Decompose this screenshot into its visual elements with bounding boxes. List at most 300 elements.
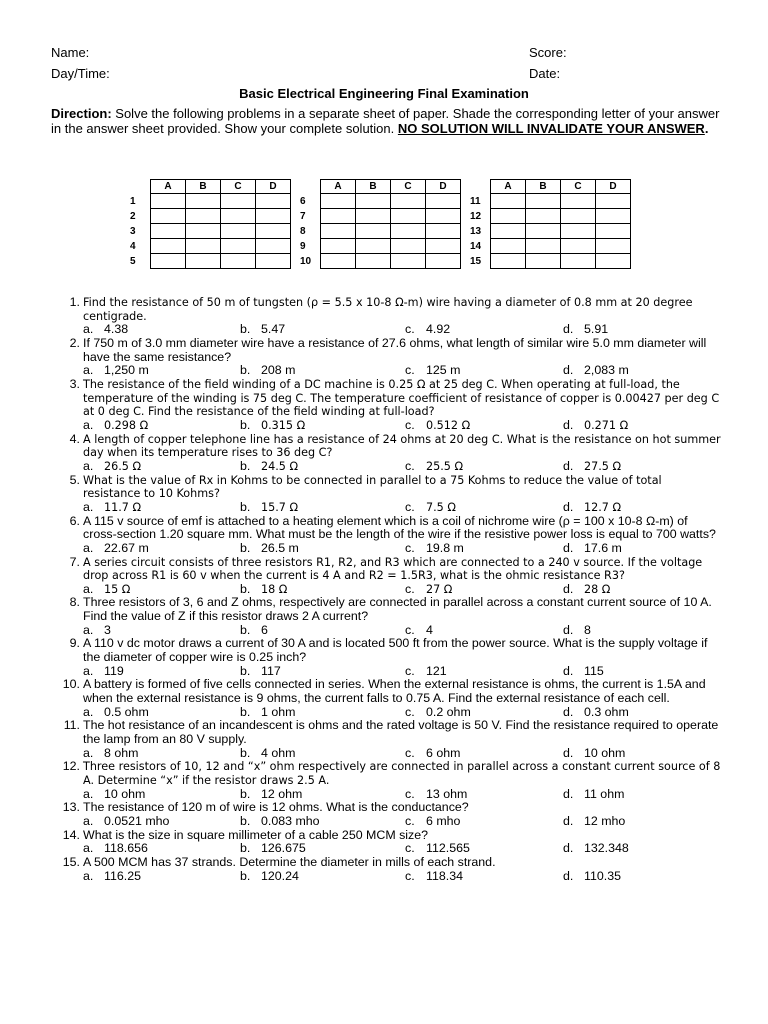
answer-options — [83, 665, 721, 679]
option-c — [405, 747, 460, 761]
answer-bubble-cell[interactable] — [186, 194, 221, 209]
option-value: 4 — [426, 622, 433, 637]
option-letter: a. — [83, 622, 94, 637]
answer-bubble-cell[interactable] — [596, 239, 631, 254]
option-letter: c. — [405, 499, 415, 514]
option-d — [563, 624, 591, 638]
grid-header-letter: B — [356, 180, 391, 194]
option-value: 5.91 — [584, 322, 609, 337]
option-value: 26.5 m — [261, 540, 299, 555]
answer-row-number: 9 — [300, 240, 306, 252]
option-b — [240, 364, 295, 378]
option-d — [563, 788, 624, 802]
option-letter: b. — [240, 322, 251, 337]
grid-header-letter: B — [186, 180, 221, 194]
option-letter: a. — [83, 663, 94, 678]
option-value: 12 mho — [584, 814, 626, 828]
answer-row — [128, 224, 291, 239]
option-value: 0.315 Ω — [261, 418, 306, 432]
answer-options — [83, 870, 721, 884]
option-a — [83, 460, 141, 474]
option-value: 132.348 — [584, 841, 629, 856]
direction-warning: NO SOLUTION WILL INVALIDATE YOUR ANSWER — [397, 121, 705, 136]
answer-bubble-cell[interactable] — [526, 239, 561, 254]
option-value: 4.92 — [426, 322, 451, 337]
answer-bubble-cell[interactable] — [391, 209, 426, 224]
option-c — [405, 624, 433, 638]
answer-bubble-cell[interactable] — [391, 254, 426, 269]
option-d — [563, 815, 625, 829]
option-a — [83, 665, 124, 679]
option-c — [405, 788, 467, 802]
option-a — [83, 706, 149, 720]
option-value: 118.656 — [104, 841, 148, 856]
answer-bubble-cell[interactable] — [356, 209, 391, 224]
option-value: 6 — [261, 622, 268, 637]
option-letter: d. — [563, 417, 574, 432]
answer-bubble-cell[interactable] — [491, 254, 526, 269]
answer-bubble-cell[interactable] — [356, 194, 391, 209]
answer-bubble-cell[interactable] — [221, 209, 256, 224]
answer-bubble-cell[interactable] — [426, 194, 461, 209]
answer-bubble-cell[interactable] — [561, 239, 596, 254]
option-letter: b. — [240, 745, 251, 760]
option-letter: d. — [563, 814, 574, 828]
option-d — [563, 364, 629, 378]
answer-bubble-cell[interactable] — [491, 224, 526, 239]
option-a — [83, 542, 149, 556]
option-value: 0.5 ohm — [104, 704, 149, 719]
question-item — [56, 378, 721, 433]
question-text: What is the size in square millimeter of a cable 250 MCM size? — [83, 827, 429, 842]
question-text: A series circuit consists of three resistors R1, R2, and R3 which are connected to a 240 v source. If the voltage drop across R1 is 60 v when the current is 4 A and R2 = 1.5R3, what is the ohmic resistance R3? — [83, 555, 703, 583]
question-item — [56, 637, 721, 678]
option-b — [240, 842, 306, 856]
question-text: A battery is formed of five cells connected in series. When the external resistance is ohms, the current is 1.5A and when the external resistance is 9 ohms, the current falls to 0.75 A. Find the external resistance of each cell. — [83, 677, 706, 706]
answer-bubble-cell[interactable] — [561, 209, 596, 224]
question-text: The resistance of the field winding of a DC machine is 0.25 Ω at 25 deg C. When operating at full-load, the temperature of the winding is 75 deg C. The temperature coefficient of resistance of copper is 0.00427 per deg C at 0 deg C. Find the resistance of the field winding at full-load? — [83, 377, 720, 419]
option-b — [240, 870, 299, 884]
answer-bubble-cell[interactable] — [151, 224, 186, 239]
question-item — [56, 556, 721, 597]
question-item — [56, 719, 721, 760]
question-number: 8. — [69, 595, 80, 610]
option-letter: a. — [83, 581, 94, 596]
answer-bubble-cell[interactable] — [321, 239, 356, 254]
option-c — [405, 501, 456, 515]
answer-row — [298, 194, 461, 209]
option-value: 11 ohm — [584, 786, 625, 801]
answer-grid-1 — [128, 179, 291, 269]
option-a — [83, 583, 130, 597]
option-b — [240, 624, 268, 638]
option-a — [83, 323, 128, 337]
answer-bubble-cell[interactable] — [526, 209, 561, 224]
question-text: Three resistors of 10, 12 and “x” ohm respectively are connected in parallel across a constant current source of 8 A. Determine “x” if the resistor draws 2.5 A. — [83, 760, 721, 788]
option-letter: a. — [83, 417, 94, 432]
option-b — [240, 747, 295, 761]
option-a — [83, 501, 141, 515]
date-label: Date: — [529, 66, 561, 81]
option-value: 6 mho — [426, 814, 461, 828]
answer-bubble-cell[interactable] — [256, 224, 291, 239]
answer-bubble-cell[interactable] — [391, 194, 426, 209]
answer-row — [298, 209, 461, 224]
option-b — [240, 583, 287, 597]
answer-bubble-cell[interactable] — [426, 239, 461, 254]
option-d — [563, 501, 621, 515]
question-text: A 115 v source of emf is attached to a heating element which is a coil of nichrome wire (ρ = 100 x 10-8 Ω-m) of cross-section 1.20 square mm. What must be the length of the wire if the resistive power loss is equal to 700 watts? — [83, 513, 716, 542]
option-a — [83, 364, 149, 378]
option-letter: a. — [83, 458, 94, 473]
option-d — [563, 842, 629, 856]
option-value: 208 m — [261, 363, 296, 378]
question-item — [56, 760, 721, 801]
option-value: 15.7 Ω — [261, 500, 299, 514]
answer-bubble-cell[interactable] — [596, 254, 631, 269]
option-letter: b. — [240, 704, 251, 719]
grid-header-letter: D — [596, 180, 631, 194]
answer-bubble-cell[interactable] — [391, 239, 426, 254]
grid-header-letter: A — [321, 180, 356, 194]
option-value: 121 — [426, 663, 447, 678]
option-value: 4 ohm — [261, 745, 296, 760]
question-item — [56, 337, 721, 378]
option-letter: d. — [563, 786, 574, 801]
option-value: 24.5 Ω — [261, 459, 299, 473]
option-c — [405, 815, 460, 829]
answer-bubble-cell[interactable] — [221, 224, 256, 239]
option-value: 3 — [104, 622, 111, 637]
answer-bubble-cell[interactable] — [526, 254, 561, 269]
option-value: 0.271 Ω — [584, 418, 629, 432]
answer-bubble-cell[interactable] — [596, 209, 631, 224]
option-letter: d. — [563, 581, 574, 596]
option-value: 1,250 m — [104, 363, 149, 378]
option-letter: c. — [405, 458, 415, 473]
answer-row-number: 13 — [470, 225, 482, 237]
option-value: 1 ohm — [261, 704, 296, 719]
option-letter: b. — [240, 868, 251, 883]
option-letter: a. — [83, 814, 94, 828]
answer-row-number: 5 — [130, 255, 136, 267]
answer-bubble-cell[interactable] — [221, 239, 256, 254]
option-letter: c. — [405, 786, 415, 801]
option-letter: b. — [240, 363, 251, 378]
question-number: 2. — [69, 335, 80, 350]
option-a — [83, 815, 169, 829]
option-letter: b. — [240, 814, 251, 828]
question-number: 15. — [62, 855, 80, 870]
answer-bubble-cell[interactable] — [491, 239, 526, 254]
question-item — [56, 433, 721, 474]
answer-bubble-cell[interactable] — [256, 209, 291, 224]
option-letter: b. — [240, 499, 251, 514]
option-d — [563, 542, 622, 556]
answer-bubble-cell[interactable] — [321, 254, 356, 269]
option-letter: b. — [240, 841, 251, 856]
option-c — [405, 542, 464, 556]
grid-header-letter: D — [426, 180, 461, 194]
answer-row-number: 10 — [300, 255, 312, 267]
option-letter: c. — [405, 417, 415, 432]
option-letter: d. — [563, 622, 574, 637]
answer-row — [128, 254, 291, 269]
option-c — [405, 665, 447, 679]
answer-bubble-cell[interactable] — [256, 194, 291, 209]
option-value: 0.512 Ω — [426, 418, 471, 432]
option-d — [563, 665, 604, 679]
option-letter: b. — [240, 540, 251, 555]
option-value: 0.298 Ω — [104, 418, 149, 432]
option-letter: d. — [563, 363, 574, 378]
answer-bubble-cell[interactable] — [391, 224, 426, 239]
option-value: 12.7 Ω — [584, 500, 622, 514]
option-letter: a. — [83, 786, 94, 801]
answer-row-number: 11 — [470, 195, 481, 207]
answer-bubble-cell[interactable] — [491, 209, 526, 224]
question-number: 14. — [62, 827, 80, 842]
option-letter: b. — [240, 581, 251, 596]
answer-bubble-cell[interactable] — [426, 254, 461, 269]
answer-bubble-cell[interactable] — [151, 209, 186, 224]
option-letter: c. — [405, 363, 415, 378]
direction-text: Solve the following problems in a separate sheet of paper. Shade the corresponding letter of your answer in the answer sheet provided. Show your complete solution. — [51, 106, 720, 136]
option-c — [405, 870, 463, 884]
question-text: Find the resistance of 50 m of tungsten (ρ = 5.5 x 10-8 Ω-m) wire having a diameter of 0.8 mm at 20 degree centigrade. — [83, 296, 693, 323]
name-label: Name: — [51, 45, 90, 60]
option-letter: a. — [83, 841, 94, 856]
answer-options — [83, 419, 721, 433]
grid-header-letter: A — [151, 180, 186, 194]
option-value: 118.34 — [426, 868, 463, 883]
answer-row — [128, 209, 291, 224]
grid-header-letter: A — [491, 180, 526, 194]
option-letter: a. — [83, 499, 94, 514]
answer-bubble-cell[interactable] — [426, 224, 461, 239]
answer-grid-3 — [468, 179, 631, 269]
answer-bubble-cell[interactable] — [426, 209, 461, 224]
option-b — [240, 542, 299, 556]
answer-bubble-cell[interactable] — [596, 224, 631, 239]
option-d — [563, 460, 621, 474]
answer-bubble-cell[interactable] — [321, 194, 356, 209]
question-number: 11. — [63, 718, 80, 733]
daytime-label: Day/Time: — [51, 66, 110, 81]
answer-options — [83, 842, 721, 856]
option-letter: a. — [83, 745, 94, 760]
question-number: 4. — [69, 431, 80, 446]
grid-header-letter: D — [256, 180, 291, 194]
option-value: 15 Ω — [104, 582, 131, 596]
option-b — [240, 706, 295, 720]
option-d — [563, 706, 629, 720]
option-d — [563, 323, 608, 337]
option-value: 19.8 m — [426, 540, 464, 555]
option-letter: c. — [405, 841, 415, 856]
grid-header-letter: C — [391, 180, 426, 194]
answer-row — [298, 254, 461, 269]
answer-row — [298, 224, 461, 239]
question-text: A 110 v dc motor draws a current of 30 A and is located 500 ft from the power source. What is the supply voltage if the diameter of copper wire is 0.25 inch? — [83, 636, 708, 665]
option-value: 13 ohm — [426, 786, 468, 801]
option-value: 2,083 m — [584, 363, 629, 378]
answer-grid-2 — [298, 179, 461, 269]
option-letter: c. — [405, 745, 415, 760]
answer-bubble-cell[interactable] — [526, 224, 561, 239]
option-d — [563, 747, 625, 761]
answer-row — [298, 239, 461, 254]
option-letter: d. — [563, 458, 574, 473]
option-value: 120.24 — [261, 868, 299, 883]
option-letter: c. — [405, 663, 415, 678]
question-text: If 750 m of 3.0 mm diameter wire have a resistance of 27.6 ohms, what length of similar wire 5.0 mm diameter will have the same resistance? — [83, 335, 707, 364]
answer-bubble-cell[interactable] — [321, 224, 356, 239]
option-letter: a. — [83, 540, 94, 555]
score-label: Score: — [529, 45, 567, 60]
answer-bubble-cell[interactable] — [356, 239, 391, 254]
option-c — [405, 842, 470, 856]
question-text: Three resistors of 3, 6 and Z ohms, respectively are connected in parallel across a constant current source of 10 A. Find the value of Z if this resistor draws 2 A current? — [83, 595, 712, 624]
option-a — [83, 624, 111, 638]
option-value: 6 ohm — [426, 745, 461, 760]
answer-bubble-cell[interactable] — [356, 254, 391, 269]
answer-bubble-cell[interactable] — [256, 254, 291, 269]
option-b — [240, 460, 298, 474]
option-d — [563, 583, 610, 597]
option-letter: b. — [240, 663, 251, 678]
option-letter: c. — [405, 814, 415, 828]
answer-bubble-cell[interactable] — [491, 194, 526, 209]
question-item — [56, 678, 721, 719]
direction-end: . — [704, 121, 709, 136]
option-value: 22.67 m — [104, 540, 149, 555]
option-value: 7.5 Ω — [426, 500, 456, 514]
option-letter: d. — [563, 868, 574, 883]
answer-row-number: 8 — [300, 225, 306, 237]
answer-bubble-cell[interactable] — [186, 224, 221, 239]
grid-header-letter: B — [526, 180, 561, 194]
answer-bubble-cell[interactable] — [151, 254, 186, 269]
direction-paragraph — [51, 106, 721, 136]
option-value: 126.675 — [261, 841, 306, 856]
option-a — [83, 419, 148, 433]
answer-bubble-cell[interactable] — [151, 194, 186, 209]
option-b — [240, 419, 305, 433]
answer-bubble-cell[interactable] — [221, 194, 256, 209]
answer-bubble-cell[interactable] — [186, 254, 221, 269]
option-value: 12 ohm — [261, 786, 303, 801]
answer-bubble-cell[interactable] — [186, 239, 221, 254]
option-d — [563, 870, 621, 884]
answer-options — [83, 460, 721, 474]
question-number: 6. — [69, 513, 80, 528]
option-letter: c. — [405, 868, 415, 883]
option-b — [240, 501, 298, 515]
question-text: The resistance of 120 m of wire is 12 ohms. What is the conductance? — [83, 800, 469, 815]
option-a — [83, 747, 138, 761]
answer-bubble-cell[interactable] — [561, 254, 596, 269]
option-a — [83, 870, 141, 884]
question-number: 12. — [62, 759, 80, 774]
answer-bubble-cell[interactable] — [186, 209, 221, 224]
answer-options — [83, 501, 721, 515]
question-number: 5. — [69, 472, 80, 487]
option-value: 8 ohm — [104, 745, 139, 760]
answer-options — [83, 706, 721, 720]
answer-row — [128, 194, 291, 209]
answer-options — [83, 624, 721, 638]
option-c — [405, 583, 452, 597]
option-letter: d. — [563, 745, 574, 760]
question-number: 1. — [69, 295, 80, 309]
option-value: 25.5 Ω — [426, 459, 464, 473]
answer-bubble-cell[interactable] — [356, 224, 391, 239]
option-value: 0.3 ohm — [584, 704, 629, 719]
grid-header-letter: C — [221, 180, 256, 194]
answer-options — [83, 747, 721, 761]
answer-options — [83, 542, 721, 556]
option-letter: b. — [240, 786, 251, 801]
answer-bubble-cell[interactable] — [561, 224, 596, 239]
option-value: 0.2 ohm — [426, 704, 471, 719]
option-c — [405, 323, 450, 337]
option-letter: a. — [83, 322, 94, 337]
answer-row-number: 3 — [130, 225, 136, 237]
grid-corner — [128, 180, 151, 194]
answer-bubble-cell[interactable] — [256, 239, 291, 254]
option-letter: c. — [405, 622, 415, 637]
option-value: 115 — [584, 663, 604, 678]
answer-bubble-cell[interactable] — [151, 239, 186, 254]
option-c — [405, 419, 470, 433]
option-value: 0.083 mho — [261, 814, 320, 828]
option-value: 10 ohm — [104, 786, 146, 801]
answer-row-number: 12 — [470, 210, 482, 222]
option-c — [405, 706, 471, 720]
option-letter: a. — [83, 868, 94, 883]
option-value: 117 — [261, 663, 281, 678]
answer-row — [468, 254, 631, 269]
option-b — [240, 323, 285, 337]
question-text: A length of copper telephone line has a resistance of 24 ohms at 20 deg C. What is the resistance on hot summer day when its temperature rises to 36 deg C? — [83, 432, 721, 460]
answer-row-number: 6 — [300, 195, 306, 207]
option-value: 17.6 m — [584, 540, 622, 555]
question-list — [56, 296, 721, 884]
answer-bubble-cell[interactable] — [321, 209, 356, 224]
answer-bubble-cell[interactable] — [221, 254, 256, 269]
option-value: 28 Ω — [584, 582, 611, 596]
direction-label: Direction: — [51, 106, 112, 121]
option-c — [405, 364, 460, 378]
option-letter: b. — [240, 458, 251, 473]
question-number: 13. — [62, 800, 80, 815]
option-b — [240, 665, 281, 679]
option-value: 5.47 — [261, 322, 286, 337]
grid-corner — [298, 180, 321, 194]
question-number: 3. — [69, 376, 80, 391]
answer-options — [83, 364, 721, 378]
grid-header-letter: C — [561, 180, 596, 194]
answer-bubble-cell[interactable] — [526, 194, 561, 209]
option-value: 8 — [584, 622, 591, 637]
question-text: The hot resistance of an incandescent is ohms and the rated voltage is 50 V. Find the resistance required to operate the lamp from an 80 V supply. — [83, 718, 719, 747]
question-text: A 500 MCM has 37 strands. Determine the diameter in mills of each strand. — [83, 855, 496, 870]
answer-bubble-cell[interactable] — [561, 194, 596, 209]
option-letter: a. — [83, 704, 94, 719]
answer-bubble-cell[interactable] — [596, 194, 631, 209]
option-d — [563, 419, 628, 433]
